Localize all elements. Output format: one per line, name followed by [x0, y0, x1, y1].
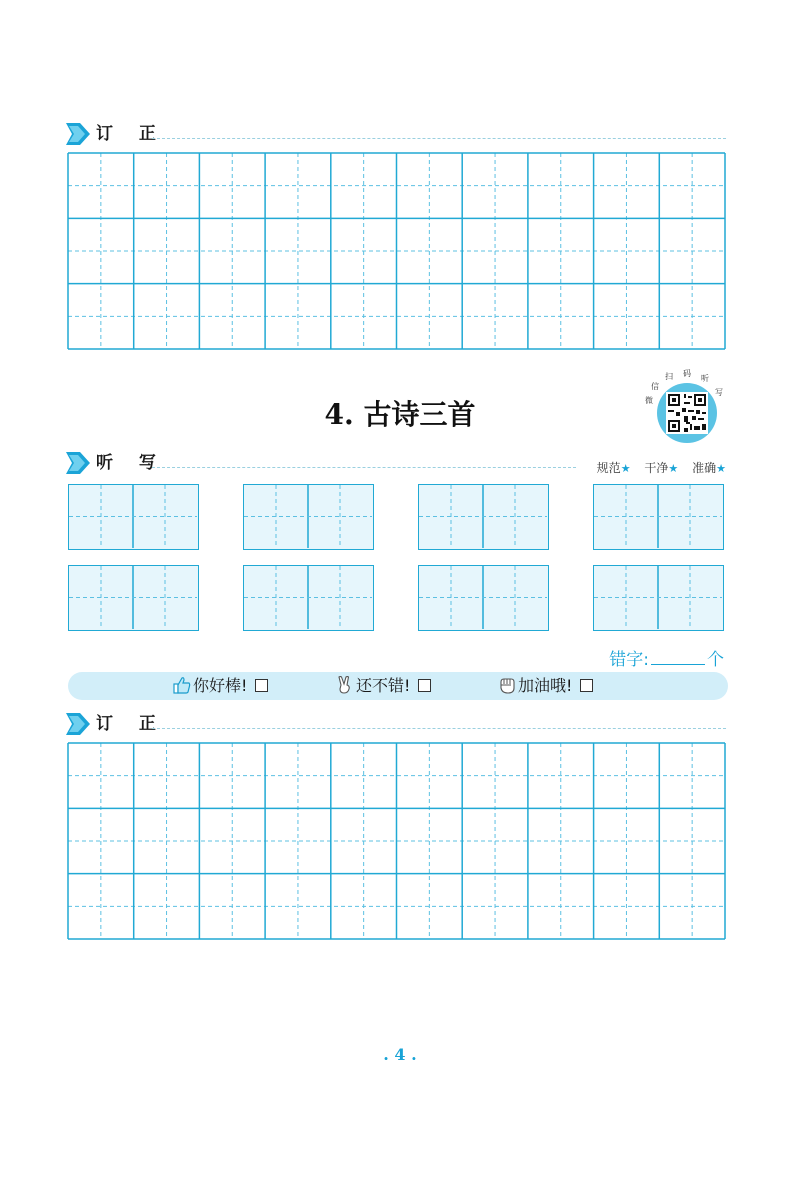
error-unit: 个: [707, 650, 724, 670]
qr-code-icon[interactable]: [666, 392, 708, 434]
praise-option[interactable]: 还不错!: [336, 672, 431, 700]
section-arrow-icon: [66, 123, 90, 145]
correction-header-top: [66, 121, 726, 147]
praise-option[interactable]: 加油哦!: [498, 672, 593, 700]
rating-criteria: [587, 459, 726, 476]
correction-header-bottom: [66, 711, 726, 737]
rating-item: 准确★: [692, 461, 726, 475]
self-evaluation-bar: [68, 672, 728, 700]
dotted-line: [152, 467, 576, 468]
section-label: 听 写: [96, 453, 166, 473]
star-icon: ★: [716, 462, 726, 475]
section-label: 订 正: [96, 714, 166, 734]
praise-checkbox[interactable]: [418, 679, 431, 692]
dictation-box[interactable]: [593, 565, 724, 631]
dictation-box[interactable]: [68, 565, 199, 631]
fist-icon: [498, 676, 516, 694]
page-number: . 4 .: [383, 1045, 417, 1064]
dotted-line: [152, 138, 726, 139]
praise-option[interactable]: 你好棒!: [173, 672, 268, 700]
correction-grid-top[interactable]: [67, 152, 726, 350]
rating-item: 干净★: [644, 461, 679, 475]
qr-caption: 微 信 扫 码 听 写: [645, 369, 723, 405]
section-arrow-icon: [66, 713, 90, 735]
dictation-box[interactable]: [68, 484, 199, 550]
dictation-box[interactable]: [243, 565, 374, 631]
section-arrow-icon: [66, 452, 90, 474]
dictation-box[interactable]: [243, 484, 374, 550]
dictation-box[interactable]: [593, 484, 724, 550]
qr-badge[interactable]: [641, 365, 731, 445]
praise-checkbox[interactable]: [255, 679, 268, 692]
section-label: 订 正: [96, 124, 166, 144]
error-label: 错字:: [609, 650, 649, 670]
error-count-blank[interactable]: [651, 648, 705, 665]
error-count: [609, 645, 724, 670]
dictation-box[interactable]: [418, 484, 549, 550]
rating-item: 规范★: [596, 461, 631, 475]
star-icon: ★: [668, 462, 679, 475]
thumbs-up-icon: [173, 676, 191, 694]
victory-hand-icon: [336, 676, 354, 694]
dotted-line: [152, 728, 726, 729]
star-icon: ★: [620, 462, 631, 475]
correction-grid-bottom[interactable]: [67, 742, 726, 940]
lesson-title: 4. 古诗三首: [324, 398, 476, 431]
praise-checkbox[interactable]: [580, 679, 593, 692]
dictation-box[interactable]: [418, 565, 549, 631]
